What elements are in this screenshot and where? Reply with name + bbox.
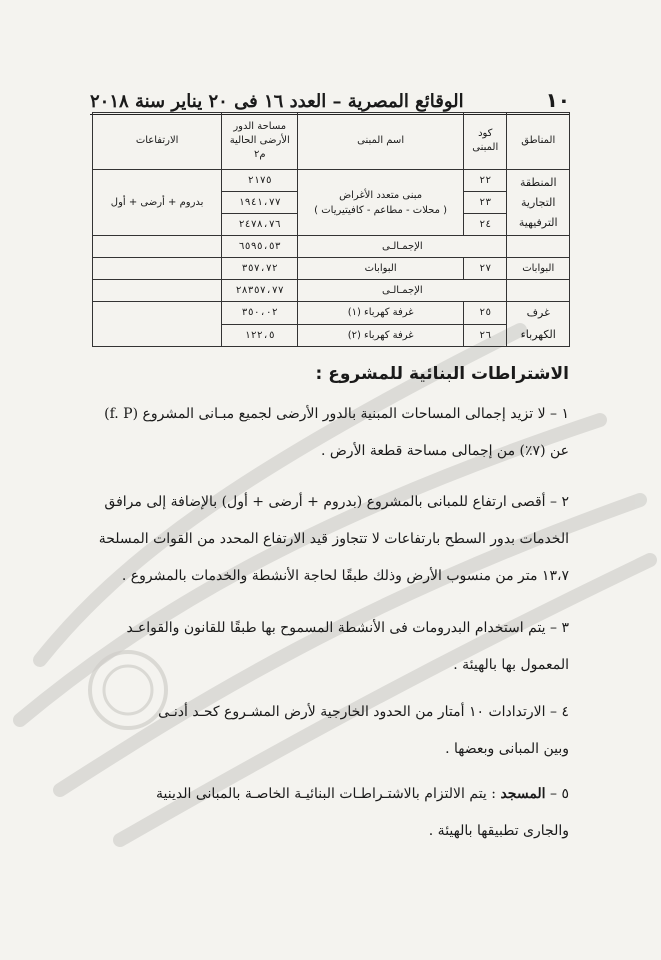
area-cell: ٢٤٧٨،٧٦ <box>222 214 298 236</box>
paragraph-line: عن (٧٪) من إجمالى مساحة قطعة الأرض . <box>320 443 569 459</box>
header-area-line2: الأرضى الحالية <box>229 135 290 146</box>
code-cell: ٢٧ <box>464 258 507 280</box>
total-value: ٦٥٩٥،٥٣ <box>222 236 298 258</box>
code-cell: ٢٥ <box>464 302 507 325</box>
building-name-line1: مبنى متعدد الأغراض <box>339 189 423 201</box>
item-text: : يتم الالتزام بالاشتـراطـات البنائيـة الخاصـة بالمبانى الدينية <box>156 786 501 802</box>
area-cell: ٣٥٠،٠٢ <box>222 302 298 325</box>
paragraph-3 <box>91 610 569 684</box>
section-heading: الاشتراطات البنائية للمشروع : <box>315 364 569 384</box>
page-number: ١٠ <box>545 88 570 112</box>
paragraph-line: وبين المبانى وبعضها . <box>445 741 569 757</box>
empty-cell <box>93 280 222 302</box>
region-gates: البوابات <box>507 258 570 280</box>
area-cell: ٣٥٧،٧٢ <box>222 258 298 280</box>
header-region: المناطق <box>507 113 570 170</box>
paragraph-2 <box>91 484 569 595</box>
building-name-cell: غرفة كهرباء (١) <box>298 302 464 325</box>
table-row <box>93 258 570 280</box>
empty-cell <box>93 236 222 258</box>
paragraph-line: ١ – لا تزيد إجمالى المساحات المبنية بالدور الأرضى لجميع مبـانى المشروع (f. P) <box>104 406 569 422</box>
empty-cell <box>507 236 570 258</box>
table-row <box>93 170 570 192</box>
item-keyword: المسجد <box>500 786 546 802</box>
header-area-line3: م٢ <box>253 149 266 160</box>
building-name-cell: غرفة كهرباء (٢) <box>298 324 464 347</box>
paragraph-line: الخدمات بدور السطح بارتفاعات لا تتجاوز قيد الارتفاع المحدد من القوات المسلحة <box>98 531 569 547</box>
paragraph-line: ٤ – الارتدادات ١٠ أمتار من الحدود الخارجية لأرض المشـروع كحـد أدنـى <box>158 704 569 720</box>
paragraph-line: المعمول بها بالهيئة . <box>453 657 569 673</box>
paragraph-line <box>91 776 569 813</box>
building-name-line2: ( محلات - مطاعم - كافيتيريات ) <box>314 204 448 216</box>
area-cell: ٢١٧٥ <box>222 170 298 192</box>
header-area <box>222 113 298 170</box>
item-number: ٥ – <box>545 786 569 802</box>
code-cell: ٢٤ <box>464 214 507 236</box>
table-row-total <box>93 236 570 258</box>
region-electric: غرف الكهرباء <box>507 302 570 347</box>
header-name: اسم المبنى <box>298 113 464 170</box>
header-heights: الارتفاعات <box>93 113 222 170</box>
code-cell: ٢٢ <box>464 170 507 192</box>
paragraph-1 <box>91 396 569 470</box>
paragraph-5 <box>91 776 569 850</box>
paragraph-line: ١٣،٧ متر من منسوب الأرض وذلك طبقًا لحاجة الأنشطة والخدمات بالمشروع . <box>121 568 569 584</box>
buildings-table <box>92 112 570 347</box>
area-cell: ١٢٢،٥ <box>222 324 298 347</box>
building-name-commercial <box>298 170 464 236</box>
total-value: ٢٨٣٥٧،٧٧ <box>222 280 298 302</box>
page-header <box>90 84 570 115</box>
header-code: كود المبنى <box>464 113 507 170</box>
empty-cell <box>507 280 570 302</box>
region-commercial: المنطقة التجارية الترفيهية <box>507 170 570 236</box>
total-label: الإجمـالـى <box>298 236 507 258</box>
code-cell: ٢٦ <box>464 324 507 347</box>
empty-cell <box>93 302 222 347</box>
table-row <box>93 302 570 325</box>
code-cell: ٢٣ <box>464 192 507 214</box>
area-cell: ١٩٤١،٧٧ <box>222 192 298 214</box>
table-row-total <box>93 280 570 302</box>
paragraph-line: والجارى تطبيقها بالهيئة . <box>428 823 569 839</box>
paragraph-line: ٢ – أقصى ارتفاع للمبانى بالمشروع (بدروم + أرضى + أول) بالإضافة إلى مرافق <box>104 494 569 510</box>
paragraph-4 <box>91 694 569 768</box>
heights-commercial: بدروم + أرضى + أول <box>93 170 222 236</box>
building-name-gates: البوابات <box>298 258 464 280</box>
paragraph-line: ٣ – يتم استخدام البدرومات فى الأنشطة المسموح بها طبقًا للقانون والقواعـد <box>126 620 569 636</box>
header-area-line1: مساحة الدور <box>233 121 287 132</box>
empty-cell <box>93 258 222 280</box>
table-header-row <box>93 113 570 170</box>
total-label: الإجمـالـى <box>298 280 507 302</box>
gazette-title: الوقائع المصرية – العدد ١٦ فى ٢٠ يناير سنة ٢٠١٨ <box>90 91 464 112</box>
